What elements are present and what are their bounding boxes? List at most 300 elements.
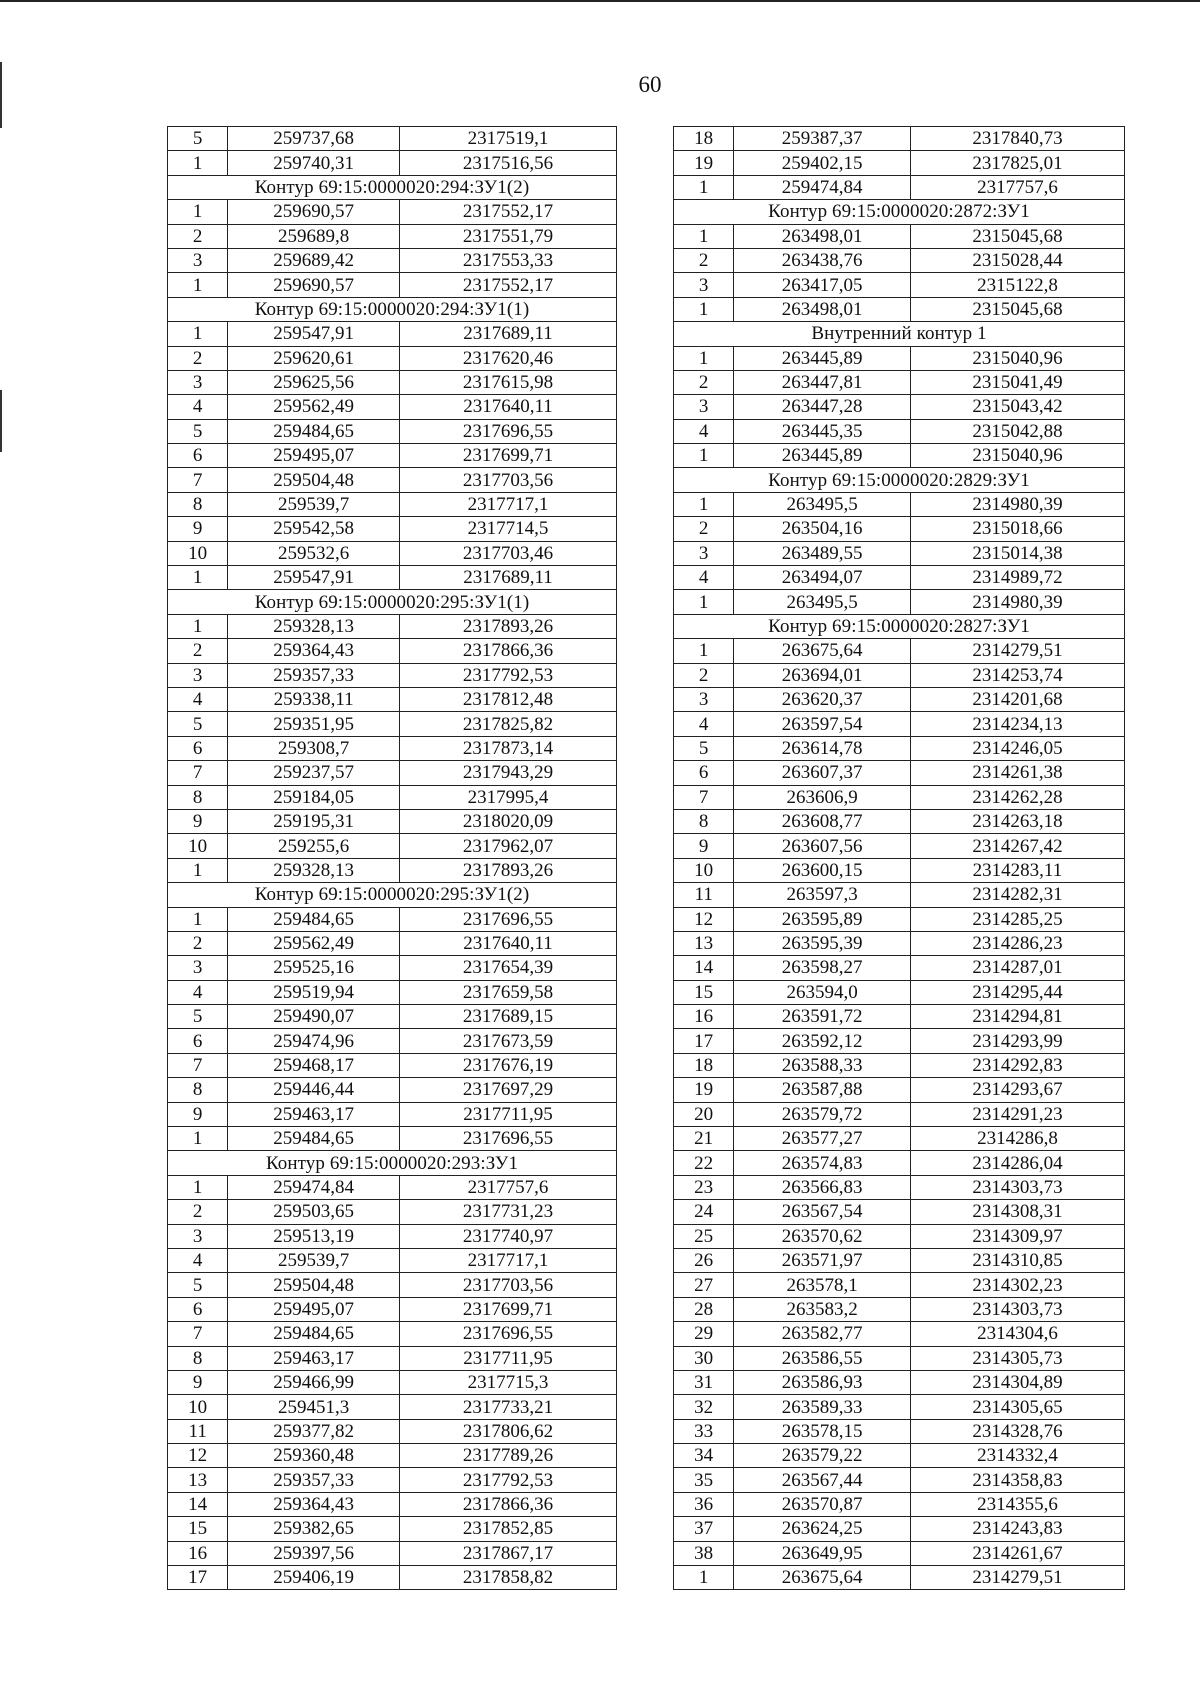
point-number-cell: 2 bbox=[674, 370, 734, 394]
x-coordinate-cell: 263675,64 bbox=[734, 639, 911, 663]
x-coordinate-cell: 259328,13 bbox=[228, 858, 400, 882]
y-coordinate-cell: 2317792,53 bbox=[399, 1468, 616, 1492]
y-coordinate-cell: 2317689,11 bbox=[399, 566, 616, 590]
y-coordinate-cell: 2314293,67 bbox=[910, 1078, 1124, 1102]
x-coordinate-cell: 259364,43 bbox=[228, 639, 400, 663]
x-coordinate-cell: 259503,65 bbox=[228, 1200, 400, 1224]
x-coordinate-cell: 263607,56 bbox=[734, 834, 911, 858]
x-coordinate-cell: 263589,33 bbox=[734, 1395, 911, 1419]
x-coordinate-cell: 263567,44 bbox=[734, 1468, 911, 1492]
point-number-cell: 6 bbox=[168, 444, 228, 468]
point-number-cell: 8 bbox=[168, 1346, 228, 1370]
table-row bbox=[168, 809, 617, 833]
table-row bbox=[674, 419, 1125, 443]
table-body bbox=[674, 127, 1125, 1590]
x-coordinate-cell: 259474,84 bbox=[734, 175, 911, 199]
y-coordinate-cell: 2314308,31 bbox=[910, 1200, 1124, 1224]
table-row bbox=[168, 1468, 617, 1492]
contour-header-row bbox=[168, 883, 617, 907]
table-row bbox=[674, 127, 1125, 151]
table-row bbox=[168, 468, 617, 492]
y-coordinate-cell: 2315042,88 bbox=[910, 419, 1124, 443]
y-coordinate-cell: 2317825,82 bbox=[399, 712, 616, 736]
x-coordinate-cell: 263606,9 bbox=[734, 785, 911, 809]
y-coordinate-cell: 2317893,26 bbox=[399, 858, 616, 882]
y-coordinate-cell: 2317697,29 bbox=[399, 1078, 616, 1102]
x-coordinate-cell: 263595,39 bbox=[734, 931, 911, 955]
x-coordinate-cell: 263498,01 bbox=[734, 224, 911, 248]
y-coordinate-cell: 2315045,68 bbox=[910, 297, 1124, 321]
table-row bbox=[674, 907, 1125, 931]
table-row bbox=[168, 322, 617, 346]
x-coordinate-cell: 263600,15 bbox=[734, 858, 911, 882]
y-coordinate-cell: 2317699,71 bbox=[399, 444, 616, 468]
y-coordinate-cell: 2317615,98 bbox=[399, 370, 616, 394]
x-coordinate-cell: 259495,07 bbox=[228, 444, 400, 468]
point-number-cell: 31 bbox=[674, 1370, 734, 1394]
table-row bbox=[168, 1346, 617, 1370]
point-number-cell: 12 bbox=[674, 907, 734, 931]
x-coordinate-cell: 259484,65 bbox=[228, 1127, 400, 1151]
contour-header-row bbox=[168, 175, 617, 199]
table-row bbox=[168, 517, 617, 541]
x-coordinate-cell: 259466,99 bbox=[228, 1370, 400, 1394]
point-number-cell: 2 bbox=[674, 517, 734, 541]
point-number-cell: 4 bbox=[168, 395, 228, 419]
x-coordinate-cell: 263445,89 bbox=[734, 444, 911, 468]
table-row bbox=[674, 273, 1125, 297]
point-number-cell: 35 bbox=[674, 1468, 734, 1492]
x-coordinate-cell: 259689,42 bbox=[228, 248, 400, 272]
coordinates-table-right bbox=[673, 126, 1125, 1590]
contour-header-row bbox=[674, 322, 1125, 346]
table-row bbox=[168, 712, 617, 736]
table-row bbox=[168, 1444, 617, 1468]
y-coordinate-cell: 2314267,42 bbox=[910, 834, 1124, 858]
x-coordinate-cell: 263577,27 bbox=[734, 1127, 911, 1151]
point-number-cell: 1 bbox=[674, 224, 734, 248]
y-coordinate-cell: 2314355,6 bbox=[910, 1492, 1124, 1516]
y-coordinate-cell: 2314285,25 bbox=[910, 907, 1124, 931]
x-coordinate-cell: 259690,57 bbox=[228, 273, 400, 297]
x-coordinate-cell: 259547,91 bbox=[228, 322, 400, 346]
table-row bbox=[674, 858, 1125, 882]
point-number-cell: 10 bbox=[168, 541, 228, 565]
point-number-cell: 1 bbox=[168, 151, 228, 175]
table-row bbox=[674, 175, 1125, 199]
point-number-cell: 29 bbox=[674, 1322, 734, 1346]
x-coordinate-cell: 263675,64 bbox=[734, 1566, 911, 1590]
table-row bbox=[168, 1175, 617, 1199]
x-coordinate-cell: 259184,05 bbox=[228, 785, 400, 809]
x-coordinate-cell: 259328,13 bbox=[228, 614, 400, 638]
table-row bbox=[674, 297, 1125, 321]
scan-edge-mark bbox=[0, 390, 2, 452]
point-number-cell: 21 bbox=[674, 1127, 734, 1151]
x-coordinate-cell: 263586,55 bbox=[734, 1346, 911, 1370]
y-coordinate-cell: 2314305,73 bbox=[910, 1346, 1124, 1370]
point-number-cell: 17 bbox=[674, 1029, 734, 1053]
x-coordinate-cell: 259474,84 bbox=[228, 1175, 400, 1199]
y-coordinate-cell: 2314332,4 bbox=[910, 1444, 1124, 1468]
table-row bbox=[168, 761, 617, 785]
y-coordinate-cell: 2317696,55 bbox=[399, 907, 616, 931]
point-number-cell: 1 bbox=[674, 590, 734, 614]
contour-header-row bbox=[168, 297, 617, 321]
point-number-cell: 13 bbox=[168, 1468, 228, 1492]
point-number-cell: 36 bbox=[674, 1492, 734, 1516]
x-coordinate-cell: 259357,33 bbox=[228, 663, 400, 687]
x-coordinate-cell: 259740,31 bbox=[228, 151, 400, 175]
y-coordinate-cell: 2317717,1 bbox=[399, 492, 616, 516]
contour-title: Контур 69:15:0000020:294:ЗУ1(1) bbox=[168, 297, 617, 321]
x-coordinate-cell: 259463,17 bbox=[228, 1346, 400, 1370]
table-row bbox=[674, 980, 1125, 1004]
y-coordinate-cell: 2317995,4 bbox=[399, 785, 616, 809]
x-coordinate-cell: 259338,11 bbox=[228, 687, 400, 711]
y-coordinate-cell: 2317733,21 bbox=[399, 1395, 616, 1419]
x-coordinate-cell: 259690,57 bbox=[228, 200, 400, 224]
x-coordinate-cell: 263571,97 bbox=[734, 1248, 911, 1272]
page-number: 60 bbox=[638, 72, 662, 97]
point-number-cell: 7 bbox=[168, 761, 228, 785]
x-coordinate-cell: 263694,01 bbox=[734, 663, 911, 687]
y-coordinate-cell: 2315045,68 bbox=[910, 224, 1124, 248]
y-coordinate-cell: 2317696,55 bbox=[399, 1322, 616, 1346]
y-coordinate-cell: 2314243,83 bbox=[910, 1517, 1124, 1541]
x-coordinate-cell: 259387,37 bbox=[734, 127, 911, 151]
x-coordinate-cell: 263597,3 bbox=[734, 883, 911, 907]
y-coordinate-cell: 2314328,76 bbox=[910, 1419, 1124, 1443]
table-row bbox=[674, 1151, 1125, 1175]
y-coordinate-cell: 2317620,46 bbox=[399, 346, 616, 370]
point-number-cell: 1 bbox=[674, 444, 734, 468]
point-number-cell: 15 bbox=[674, 980, 734, 1004]
table-row bbox=[168, 1322, 617, 1346]
point-number-cell: 26 bbox=[674, 1248, 734, 1272]
table-row bbox=[168, 639, 617, 663]
x-coordinate-cell: 263595,89 bbox=[734, 907, 911, 931]
point-number-cell: 5 bbox=[168, 419, 228, 443]
table-row bbox=[674, 1273, 1125, 1297]
table-row bbox=[168, 834, 617, 858]
table-body bbox=[168, 127, 617, 1590]
table-row bbox=[168, 1370, 617, 1394]
y-coordinate-cell: 2317715,3 bbox=[399, 1370, 616, 1394]
point-number-cell: 33 bbox=[674, 1419, 734, 1443]
x-coordinate-cell: 263608,77 bbox=[734, 809, 911, 833]
table-row bbox=[168, 1492, 617, 1516]
y-coordinate-cell: 2317711,95 bbox=[399, 1102, 616, 1126]
y-coordinate-cell: 2317852,85 bbox=[399, 1517, 616, 1541]
x-coordinate-cell: 259562,49 bbox=[228, 931, 400, 955]
point-number-cell: 1 bbox=[168, 907, 228, 931]
table-row bbox=[674, 956, 1125, 980]
y-coordinate-cell: 2315041,49 bbox=[910, 370, 1124, 394]
table-row bbox=[168, 127, 617, 151]
y-coordinate-cell: 2317689,11 bbox=[399, 322, 616, 346]
y-coordinate-cell: 2317812,48 bbox=[399, 687, 616, 711]
table-row bbox=[168, 736, 617, 760]
x-coordinate-cell: 263614,78 bbox=[734, 736, 911, 760]
y-coordinate-cell: 2317757,6 bbox=[399, 1175, 616, 1199]
y-coordinate-cell: 2314980,39 bbox=[910, 590, 1124, 614]
table-row bbox=[168, 1248, 617, 1272]
x-coordinate-cell: 259463,17 bbox=[228, 1102, 400, 1126]
y-coordinate-cell: 2317519,1 bbox=[399, 127, 616, 151]
table-row bbox=[168, 1517, 617, 1541]
point-number-cell: 9 bbox=[674, 834, 734, 858]
x-coordinate-cell: 259484,65 bbox=[228, 1322, 400, 1346]
x-coordinate-cell: 263570,62 bbox=[734, 1224, 911, 1248]
point-number-cell: 10 bbox=[674, 858, 734, 882]
x-coordinate-cell: 259195,31 bbox=[228, 809, 400, 833]
x-coordinate-cell: 263598,27 bbox=[734, 956, 911, 980]
y-coordinate-cell: 2317696,55 bbox=[399, 419, 616, 443]
point-number-cell: 2 bbox=[168, 224, 228, 248]
x-coordinate-cell: 263592,12 bbox=[734, 1029, 911, 1053]
point-number-cell: 3 bbox=[168, 1224, 228, 1248]
x-coordinate-cell: 263583,2 bbox=[734, 1297, 911, 1321]
x-coordinate-cell: 263489,55 bbox=[734, 541, 911, 565]
x-coordinate-cell: 263582,77 bbox=[734, 1322, 911, 1346]
point-number-cell: 7 bbox=[168, 1053, 228, 1077]
point-number-cell: 1 bbox=[168, 200, 228, 224]
point-number-cell: 4 bbox=[168, 980, 228, 1004]
point-number-cell: 12 bbox=[168, 1444, 228, 1468]
table-row bbox=[168, 1200, 617, 1224]
x-coordinate-cell: 263566,83 bbox=[734, 1175, 911, 1199]
point-number-cell: 1 bbox=[674, 297, 734, 321]
y-coordinate-cell: 2314304,89 bbox=[910, 1370, 1124, 1394]
y-coordinate-cell: 2314283,11 bbox=[910, 858, 1124, 882]
x-coordinate-cell: 259364,43 bbox=[228, 1492, 400, 1516]
x-coordinate-cell: 263574,83 bbox=[734, 1151, 911, 1175]
y-coordinate-cell: 2314294,81 bbox=[910, 1005, 1124, 1029]
point-number-cell: 19 bbox=[674, 151, 734, 175]
point-number-cell: 27 bbox=[674, 1273, 734, 1297]
table-row bbox=[168, 956, 617, 980]
point-number-cell: 9 bbox=[168, 809, 228, 833]
table-row bbox=[674, 687, 1125, 711]
point-number-cell: 25 bbox=[674, 1224, 734, 1248]
y-coordinate-cell: 2317840,73 bbox=[910, 127, 1124, 151]
contour-header-row bbox=[674, 614, 1125, 638]
point-number-cell: 7 bbox=[168, 1322, 228, 1346]
x-coordinate-cell: 259360,48 bbox=[228, 1444, 400, 1468]
x-coordinate-cell: 263649,95 bbox=[734, 1541, 911, 1565]
point-number-cell: 3 bbox=[674, 687, 734, 711]
table-row bbox=[674, 1175, 1125, 1199]
x-coordinate-cell: 263607,37 bbox=[734, 761, 911, 785]
table-row bbox=[168, 1102, 617, 1126]
x-coordinate-cell: 259377,82 bbox=[228, 1419, 400, 1443]
y-coordinate-cell: 2317703,56 bbox=[399, 468, 616, 492]
table-row bbox=[168, 541, 617, 565]
point-number-cell: 24 bbox=[674, 1200, 734, 1224]
point-number-cell: 6 bbox=[168, 1297, 228, 1321]
point-number-cell: 18 bbox=[674, 1053, 734, 1077]
point-number-cell: 3 bbox=[168, 248, 228, 272]
point-number-cell: 8 bbox=[168, 1078, 228, 1102]
point-number-cell: 3 bbox=[674, 541, 734, 565]
y-coordinate-cell: 2314201,68 bbox=[910, 687, 1124, 711]
y-coordinate-cell: 2317893,26 bbox=[399, 614, 616, 638]
y-coordinate-cell: 2314302,23 bbox=[910, 1273, 1124, 1297]
point-number-cell: 34 bbox=[674, 1444, 734, 1468]
y-coordinate-cell: 2314287,01 bbox=[910, 956, 1124, 980]
x-coordinate-cell: 259539,7 bbox=[228, 1248, 400, 1272]
y-coordinate-cell: 2317858,82 bbox=[399, 1566, 616, 1590]
table-row bbox=[674, 1127, 1125, 1151]
table-row bbox=[168, 980, 617, 1004]
y-coordinate-cell: 2317866,36 bbox=[399, 639, 616, 663]
contour-title: Контур 69:15:0000020:2829:ЗУ1 bbox=[674, 468, 1125, 492]
y-coordinate-cell: 2317806,62 bbox=[399, 1419, 616, 1443]
point-number-cell: 2 bbox=[168, 346, 228, 370]
table-row bbox=[674, 1517, 1125, 1541]
table-row bbox=[168, 785, 617, 809]
y-coordinate-cell: 2314291,23 bbox=[910, 1102, 1124, 1126]
table-row bbox=[674, 151, 1125, 175]
y-coordinate-cell: 2314303,73 bbox=[910, 1175, 1124, 1199]
table-row bbox=[168, 687, 617, 711]
point-number-cell: 2 bbox=[168, 639, 228, 663]
point-number-cell: 1 bbox=[168, 858, 228, 882]
table-row bbox=[674, 1468, 1125, 1492]
table-row bbox=[168, 858, 617, 882]
point-number-cell: 18 bbox=[674, 127, 734, 151]
x-coordinate-cell: 259562,49 bbox=[228, 395, 400, 419]
table-row bbox=[168, 1419, 617, 1443]
table-row bbox=[674, 1297, 1125, 1321]
point-number-cell: 4 bbox=[168, 687, 228, 711]
point-number-cell: 4 bbox=[168, 1248, 228, 1272]
y-coordinate-cell: 2317699,71 bbox=[399, 1297, 616, 1321]
y-coordinate-cell: 2317867,17 bbox=[399, 1541, 616, 1565]
table-row bbox=[674, 1370, 1125, 1394]
point-number-cell: 10 bbox=[168, 1395, 228, 1419]
point-number-cell: 5 bbox=[674, 736, 734, 760]
point-number-cell: 2 bbox=[674, 663, 734, 687]
x-coordinate-cell: 259532,6 bbox=[228, 541, 400, 565]
y-coordinate-cell: 2317689,15 bbox=[399, 1005, 616, 1029]
y-coordinate-cell: 2317792,53 bbox=[399, 663, 616, 687]
table-row bbox=[168, 663, 617, 687]
y-coordinate-cell: 2314279,51 bbox=[910, 1566, 1124, 1590]
y-coordinate-cell: 2317703,46 bbox=[399, 541, 616, 565]
table-row bbox=[168, 200, 617, 224]
x-coordinate-cell: 259397,56 bbox=[228, 1541, 400, 1565]
table-row bbox=[674, 785, 1125, 809]
table-row bbox=[168, 1005, 617, 1029]
point-number-cell: 8 bbox=[674, 809, 734, 833]
contour-title: Контур 69:15:0000020:293:ЗУ1 bbox=[168, 1151, 617, 1175]
table-row bbox=[674, 1346, 1125, 1370]
table-row bbox=[168, 1127, 617, 1151]
table-row bbox=[674, 1102, 1125, 1126]
y-coordinate-cell: 2314989,72 bbox=[910, 566, 1124, 590]
table-row bbox=[674, 809, 1125, 833]
x-coordinate-cell: 259402,15 bbox=[734, 151, 911, 175]
point-number-cell: 1 bbox=[674, 1566, 734, 1590]
point-number-cell: 3 bbox=[674, 395, 734, 419]
point-number-cell: 15 bbox=[168, 1517, 228, 1541]
y-coordinate-cell: 2317673,59 bbox=[399, 1029, 616, 1053]
y-coordinate-cell: 2317516,56 bbox=[399, 151, 616, 175]
x-coordinate-cell: 263620,37 bbox=[734, 687, 911, 711]
point-number-cell: 9 bbox=[168, 1102, 228, 1126]
contour-title: Контур 69:15:0000020:294:ЗУ1(2) bbox=[168, 175, 617, 199]
x-coordinate-cell: 259525,16 bbox=[228, 956, 400, 980]
x-coordinate-cell: 263594,0 bbox=[734, 980, 911, 1004]
point-number-cell: 1 bbox=[168, 273, 228, 297]
contour-header-row bbox=[674, 200, 1125, 224]
table-row bbox=[168, 1029, 617, 1053]
x-coordinate-cell: 263597,54 bbox=[734, 712, 911, 736]
table-row bbox=[674, 248, 1125, 272]
contour-title: Контур 69:15:0000020:2827:ЗУ1 bbox=[674, 614, 1125, 638]
point-number-cell: 11 bbox=[168, 1419, 228, 1443]
y-coordinate-cell: 2315040,96 bbox=[910, 444, 1124, 468]
x-coordinate-cell: 259484,65 bbox=[228, 907, 400, 931]
point-number-cell: 19 bbox=[674, 1078, 734, 1102]
x-coordinate-cell: 263445,89 bbox=[734, 346, 911, 370]
point-number-cell: 10 bbox=[168, 834, 228, 858]
x-coordinate-cell: 259737,68 bbox=[228, 127, 400, 151]
y-coordinate-cell: 2314358,83 bbox=[910, 1468, 1124, 1492]
table-row bbox=[674, 1224, 1125, 1248]
x-coordinate-cell: 259446,44 bbox=[228, 1078, 400, 1102]
contour-title: Контур 69:15:0000020:295:ЗУ1(1) bbox=[168, 590, 617, 614]
y-coordinate-cell: 2315014,38 bbox=[910, 541, 1124, 565]
point-number-cell: 23 bbox=[674, 1175, 734, 1199]
point-number-cell: 1 bbox=[168, 1175, 228, 1199]
table-row bbox=[168, 224, 617, 248]
y-coordinate-cell: 2314303,73 bbox=[910, 1297, 1124, 1321]
y-coordinate-cell: 2315028,44 bbox=[910, 248, 1124, 272]
table-row bbox=[674, 1541, 1125, 1565]
table-row bbox=[674, 566, 1125, 590]
x-coordinate-cell: 259468,17 bbox=[228, 1053, 400, 1077]
x-coordinate-cell: 263495,5 bbox=[734, 492, 911, 516]
y-coordinate-cell: 2314295,44 bbox=[910, 980, 1124, 1004]
table-row bbox=[168, 273, 617, 297]
y-coordinate-cell: 2314980,39 bbox=[910, 492, 1124, 516]
point-number-cell: 8 bbox=[168, 785, 228, 809]
point-number-cell: 8 bbox=[168, 492, 228, 516]
y-coordinate-cell: 2314286,04 bbox=[910, 1151, 1124, 1175]
x-coordinate-cell: 263504,16 bbox=[734, 517, 911, 541]
table-row bbox=[674, 395, 1125, 419]
table-row bbox=[168, 1297, 617, 1321]
x-coordinate-cell: 259406,19 bbox=[228, 1566, 400, 1590]
point-number-cell: 5 bbox=[168, 1273, 228, 1297]
point-number-cell: 14 bbox=[168, 1492, 228, 1516]
y-coordinate-cell: 2317640,11 bbox=[399, 395, 616, 419]
table-row bbox=[168, 1053, 617, 1077]
y-coordinate-cell: 2314253,74 bbox=[910, 663, 1124, 687]
x-coordinate-cell: 259504,48 bbox=[228, 1273, 400, 1297]
table-row bbox=[168, 419, 617, 443]
table-row bbox=[168, 931, 617, 955]
y-coordinate-cell: 2317552,17 bbox=[399, 273, 616, 297]
y-coordinate-cell: 2314261,67 bbox=[910, 1541, 1124, 1565]
point-number-cell: 4 bbox=[674, 566, 734, 590]
table-row bbox=[674, 590, 1125, 614]
y-coordinate-cell: 2317962,07 bbox=[399, 834, 616, 858]
x-coordinate-cell: 263586,93 bbox=[734, 1370, 911, 1394]
